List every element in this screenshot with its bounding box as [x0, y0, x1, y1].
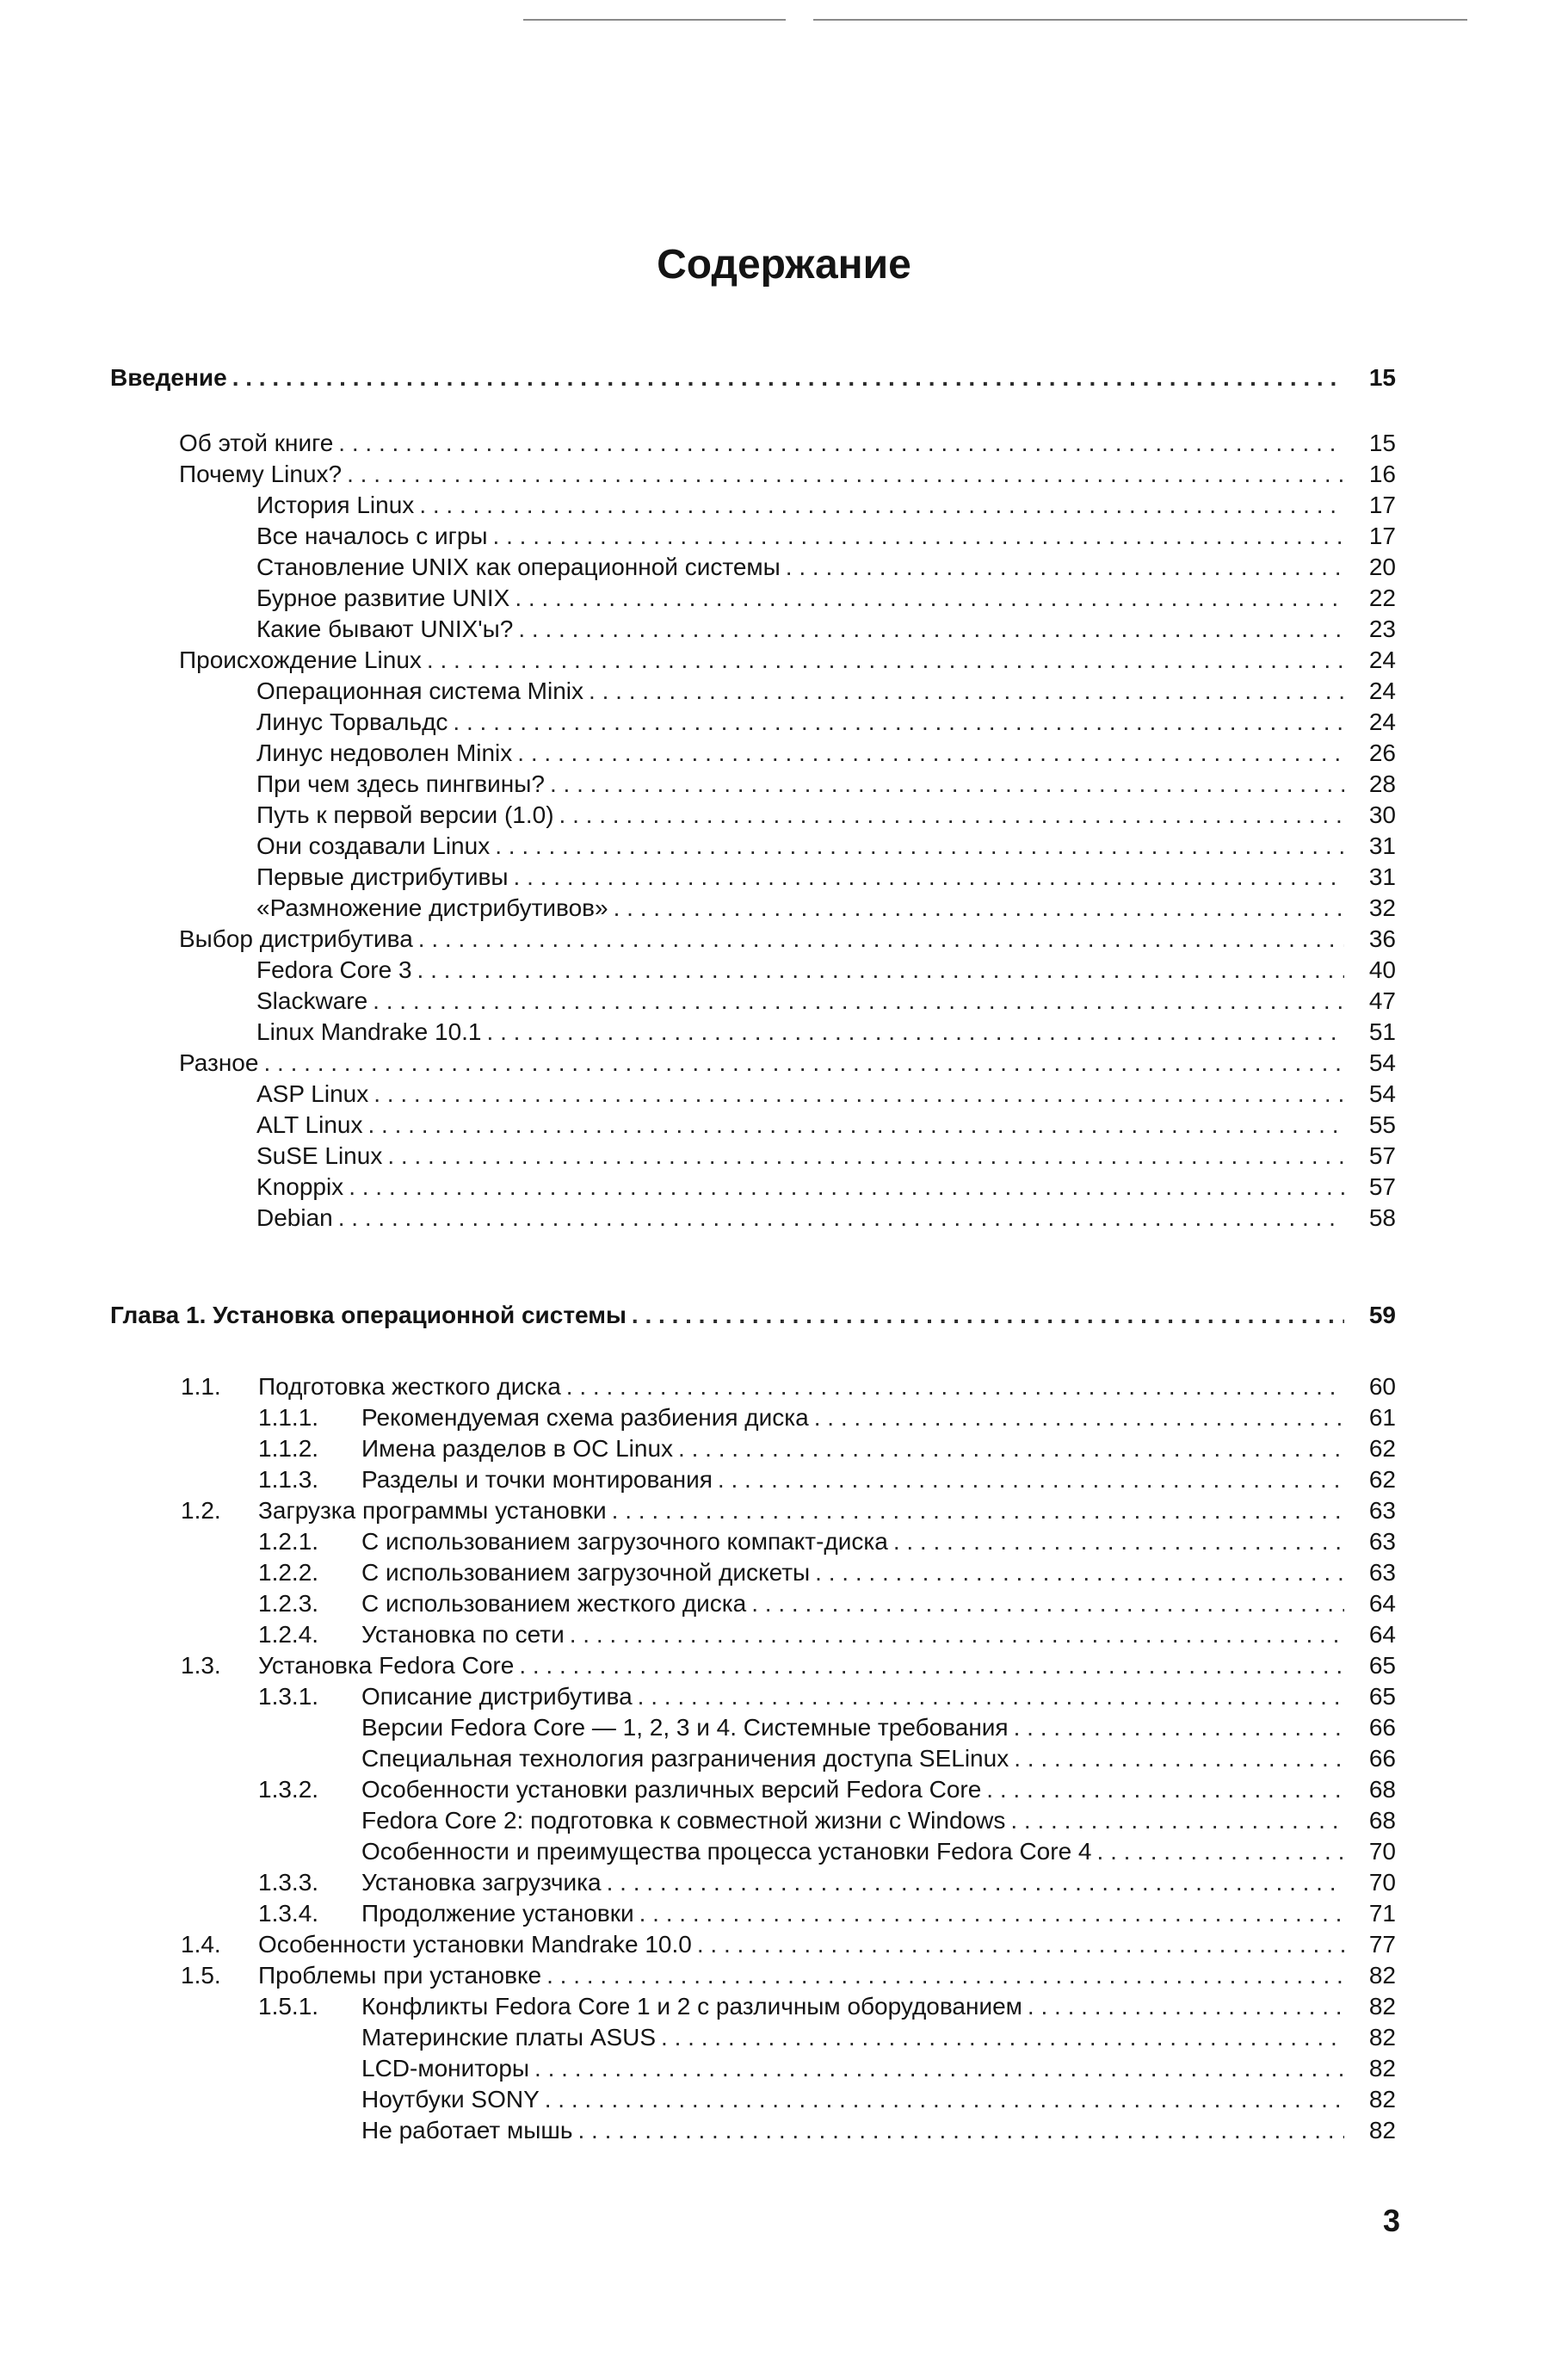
toc-entry: [0, 1712, 1568, 1743]
toc-entry-title: Глава 1. Установка операционной системы: [110, 1302, 627, 1328]
toc-entry-title: Разделы и точки монтирования: [361, 1466, 713, 1493]
toc-entry: [0, 1588, 1568, 1619]
toc-leader-dots: [519, 1650, 1344, 1681]
toc-entry-title: Путь к первой версии (1.0): [256, 801, 554, 828]
toc-entry: [0, 2022, 1568, 2053]
toc-entry-page: 31: [1368, 832, 1396, 859]
toc-entry-number: 1.2.3.: [258, 1590, 319, 1617]
toc-entry-title: С использованием загрузочного компакт-диска: [361, 1528, 888, 1555]
toc-entry-title: Все началось с игры: [256, 523, 488, 549]
toc-entry-title: «Размножение дистрибутивов»: [256, 894, 608, 921]
toc-entry: [0, 521, 1568, 552]
toc-entry-title: Slackware: [256, 987, 368, 1014]
toc-entry-title: Linux Mandrake 10.1: [256, 1018, 482, 1045]
toc-entry-page: 16: [1368, 461, 1396, 487]
toc-entry-number: 1.3.4.: [258, 1900, 319, 1927]
toc-entry-page: 60: [1368, 1373, 1396, 1400]
toc-entry-page: 64: [1368, 1590, 1396, 1617]
page-number: 3: [1382, 2203, 1400, 2238]
toc-entry: [0, 583, 1568, 614]
toc-entry-title: Knoppix: [256, 1173, 344, 1200]
toc-entry-title: ASP Linux: [256, 1080, 369, 1107]
toc-entry-title: Линус недоволен Minix: [256, 739, 513, 766]
toc-entry-number: 1.5.: [181, 1962, 221, 1989]
toc-entry: [0, 862, 1568, 893]
toc-entry-page: 31: [1368, 863, 1396, 890]
toc-entry-page: 57: [1368, 1142, 1396, 1169]
toc-entry-title: С использованием жесткого диска: [361, 1590, 747, 1617]
toc-entry-page: 15: [1368, 430, 1396, 456]
toc-entry-page: 54: [1368, 1049, 1396, 1076]
toc-leader-dots: [427, 645, 1344, 676]
toc-entry-number: 1.3.: [181, 1652, 221, 1679]
toc-leader-dots: [338, 428, 1344, 459]
toc-entry: [0, 800, 1568, 831]
toc-leader-dots: [418, 924, 1344, 955]
toc-entry: [0, 1805, 1568, 1836]
toc-entry-title: Имена разделов в ОС Linux: [361, 1435, 674, 1462]
toc-entry-title: Особенности и преимущества процесса установки Fedora Core 4: [361, 1838, 1092, 1865]
toc-entry-title: Установка Fedora Core: [258, 1652, 515, 1679]
toc-entry: [0, 1650, 1568, 1681]
toc-leader-dots: [893, 1526, 1344, 1557]
toc-entry-page: 82: [1368, 2117, 1396, 2144]
toc-entry: [0, 707, 1568, 738]
toc-entry-page: 23: [1368, 616, 1396, 642]
toc-entry-title: Выбор дистрибутива: [179, 925, 413, 952]
toc-entry-title: Ноутбуки SONY: [361, 2086, 540, 2113]
toc-entry: [0, 1203, 1568, 1234]
toc-leader-dots: [1097, 1836, 1344, 1867]
toc-entry-title: При чем здесь пингвины?: [256, 770, 545, 797]
toc-leader-dots: [263, 1048, 1344, 1079]
toc-entry-page: 63: [1368, 1528, 1396, 1555]
toc-entry-page: 66: [1368, 1714, 1396, 1741]
toc-entry: [0, 1836, 1568, 1867]
toc-entry: [0, 2115, 1568, 2146]
toc-leader-dots: [545, 2084, 1344, 2115]
toc-entry-page: 55: [1368, 1111, 1396, 1138]
toc-leader-dots: [1014, 1712, 1344, 1743]
toc-leader-dots: [493, 521, 1344, 552]
toc-entry-number: 1.1.1.: [258, 1404, 319, 1431]
toc-entry-title: Специальная технология разграничения доступа SELinux: [361, 1745, 1009, 1772]
toc-entry-page: 51: [1368, 1018, 1396, 1045]
toc-entry-page: 63: [1368, 1559, 1396, 1586]
toc-entry: [0, 1172, 1568, 1203]
toc-leader-dots: [349, 1172, 1344, 1203]
toc-entry-number: 1.2.: [181, 1497, 221, 1524]
toc-entry-title: Версии Fedora Core — 1, 2, 3 и 4. Системные требования: [361, 1714, 1009, 1741]
toc-entry-title: Материнские платы ASUS: [361, 2024, 657, 2051]
page-title: Содержание: [657, 242, 911, 288]
toc-entry: [0, 614, 1568, 645]
top-rule-left: [523, 19, 786, 21]
toc-leader-dots: [338, 1203, 1344, 1234]
toc-leader-dots: [367, 1110, 1344, 1141]
toc-entry-page: 82: [1368, 2055, 1396, 2082]
toc-entry-title: Разное: [179, 1049, 259, 1076]
toc-entry-title: Продолжение установки: [361, 1900, 634, 1927]
toc-entry: [0, 1079, 1568, 1110]
toc-entry-title: Первые дистрибутивы: [256, 863, 509, 890]
toc-leader-dots: [373, 1079, 1344, 1110]
toc-entry: [0, 676, 1568, 707]
toc-leader-dots: [419, 490, 1344, 521]
toc-entry-page: 24: [1368, 708, 1396, 735]
toc-entry-page: 36: [1368, 925, 1396, 952]
toc-entry-page: 24: [1368, 677, 1396, 704]
toc-leader-dots: [678, 1433, 1344, 1464]
toc-entry-number: 1.4.: [181, 1931, 221, 1958]
toc-entry-number: 1.5.1.: [258, 1993, 319, 2020]
toc-entry: [0, 1991, 1568, 2022]
toc-entry-title: Бурное развитие UNIX: [256, 585, 510, 611]
toc-entry-page: 71: [1368, 1900, 1396, 1927]
toc-entry-title: Рекомендуемая схема разбиения диска: [361, 1404, 809, 1431]
toc-entry-title: С использованием загрузочной дискеты: [361, 1559, 811, 1586]
toc-entry: [0, 552, 1568, 583]
toc-entry-page: 28: [1368, 770, 1396, 797]
toc-leader-dots: [815, 1557, 1344, 1588]
toc-leader-dots: [570, 1619, 1344, 1650]
toc-leader-dots: [751, 1588, 1344, 1619]
toc-leader-dots: [534, 2053, 1344, 2084]
toc-entry-number: 1.1.3.: [258, 1466, 319, 1493]
toc-leader-dots: [515, 583, 1344, 614]
toc-entry-number: 1.2.2.: [258, 1559, 319, 1586]
toc-entry: [0, 645, 1568, 676]
toc-entry-title: Почему Linux?: [179, 461, 343, 487]
toc-entry-title: Какие бывают UNIX'ы?: [256, 616, 514, 642]
toc-leader-dots: [986, 1774, 1344, 1805]
toc-leader-dots: [718, 1464, 1344, 1495]
toc-entry: [0, 1526, 1568, 1557]
toc-leader-dots: [559, 800, 1344, 831]
toc-entry-page: 82: [1368, 2024, 1396, 2051]
toc-entry: [0, 831, 1568, 862]
toc-leader-dots: [661, 2022, 1344, 2053]
toc-entry: [0, 955, 1568, 986]
toc-entry-page: 58: [1368, 1204, 1396, 1231]
toc-leader-dots: [417, 955, 1344, 986]
toc-entry: [0, 1110, 1568, 1141]
toc-leader-dots: [517, 738, 1344, 769]
toc-entry-title: LCD-мониторы: [361, 2055, 530, 2082]
toc-entry-title: Особенности установки Mandrake 10.0: [258, 1931, 692, 1958]
toc-leader-dots: [632, 1300, 1344, 1331]
toc-leader-dots: [614, 893, 1344, 924]
toc-leader-dots: [495, 831, 1344, 862]
toc-entry-page: 64: [1368, 1621, 1396, 1648]
toc-leader-dots: [514, 862, 1344, 893]
toc-entry-page: 70: [1368, 1869, 1396, 1896]
toc-entry: [0, 1557, 1568, 1588]
toc-entry: [0, 1433, 1568, 1464]
toc-entry-title: Становление UNIX как операционной системы: [256, 554, 781, 580]
toc-entry-number: 1.3.2.: [258, 1776, 319, 1803]
toc-entry-page: 82: [1368, 1993, 1396, 2020]
toc-entry-title: Подготовка жесткого диска: [258, 1373, 561, 1400]
toc-entry-title: ALT Linux: [256, 1111, 363, 1138]
toc-entry: [0, 1017, 1568, 1048]
toc-entry: [0, 738, 1568, 769]
toc-entry-page: 17: [1368, 523, 1396, 549]
toc-entry-title: Не работает мышь: [361, 2117, 573, 2144]
toc-entry: [0, 1619, 1568, 1650]
toc-entry-number: 1.1.: [181, 1373, 221, 1400]
toc-entry-page: 57: [1368, 1173, 1396, 1200]
toc-entry-page: 77: [1368, 1931, 1396, 1958]
toc-entry-title: Операционная система Minix: [256, 677, 584, 704]
toc-entry-page: 68: [1368, 1807, 1396, 1834]
toc-entry-number: 1.1.2.: [258, 1435, 319, 1462]
toc-leader-dots: [566, 1371, 1344, 1402]
toc-entry: [0, 769, 1568, 800]
toc-entry-page: 62: [1368, 1435, 1396, 1462]
toc-entry-page: 63: [1368, 1497, 1396, 1524]
toc-entry: [0, 1960, 1568, 1991]
toc-entry-page: 32: [1368, 894, 1396, 921]
toc-entry-number: 1.2.4.: [258, 1621, 319, 1648]
toc-entry-page: 54: [1368, 1080, 1396, 1107]
toc-entry: [0, 986, 1568, 1017]
toc-leader-dots: [589, 676, 1344, 707]
toc-entry: [0, 1743, 1568, 1774]
toc-entry-page: 47: [1368, 987, 1396, 1014]
toc-entry-title: Установка загрузчика: [361, 1869, 602, 1896]
toc-entry: [0, 1898, 1568, 1929]
toc-entry: [0, 1681, 1568, 1712]
toc-entry: [0, 1048, 1568, 1079]
toc-leader-dots: [612, 1495, 1344, 1526]
toc-entry-title: Об этой книге: [179, 430, 334, 456]
toc-entry-page: 68: [1368, 1776, 1396, 1803]
toc-entry: [0, 1141, 1568, 1172]
toc-entry-number: 1.3.3.: [258, 1869, 319, 1896]
toc-entry: [0, 428, 1568, 459]
toc-entry-title: SuSE Linux: [256, 1142, 383, 1169]
toc-entry-page: 61: [1368, 1404, 1396, 1431]
toc-entry: [0, 490, 1568, 521]
toc-entry-title: Установка по сети: [361, 1621, 565, 1648]
toc-leader-dots: [607, 1867, 1344, 1898]
toc-entry-page: 30: [1368, 801, 1396, 828]
toc-entry-page: 82: [1368, 1962, 1396, 1989]
toc-entry-title: Происхождение Linux: [179, 646, 422, 673]
toc-entry-title: Debian: [256, 1204, 333, 1231]
toc-leader-dots: [814, 1402, 1344, 1433]
toc-entry: [0, 1464, 1568, 1495]
toc-entry-number: 1.3.1.: [258, 1683, 319, 1710]
toc-entry: [0, 1774, 1568, 1805]
toc-entry: [0, 1371, 1568, 1402]
toc-leader-dots: [639, 1898, 1344, 1929]
toc-entry: [0, 924, 1568, 955]
toc-leader-dots: [1028, 1991, 1344, 2022]
toc-entry-title: Проблемы при установке: [258, 1962, 542, 1989]
toc-entry-title: Описание дистрибутива: [361, 1683, 633, 1710]
toc-leader-dots: [786, 552, 1344, 583]
toc-entry-page: 17: [1368, 492, 1396, 518]
toc-entry: [0, 1495, 1568, 1526]
toc-entry: [0, 2053, 1568, 2084]
toc-leader-dots: [453, 707, 1344, 738]
toc-leader-dots: [347, 459, 1344, 490]
toc-entry-title: Особенности установки различных версий Fedora Core: [361, 1776, 982, 1803]
toc-entry-page: 65: [1368, 1652, 1396, 1679]
toc-entry-page: 66: [1368, 1745, 1396, 1772]
toc-leader-dots: [546, 1960, 1344, 1991]
toc-entry: [0, 1867, 1568, 1898]
toc-entry-page: 26: [1368, 739, 1396, 766]
toc-leader-dots: [638, 1681, 1344, 1712]
toc-entry-page: 65: [1368, 1683, 1396, 1710]
toc-entry: [0, 1300, 1568, 1331]
toc-entry: [0, 2084, 1568, 2115]
toc-entry-page: 24: [1368, 646, 1396, 673]
toc-leader-dots: [577, 2115, 1344, 2146]
toc-leader-dots: [387, 1141, 1344, 1172]
toc-leader-dots: [373, 986, 1344, 1017]
toc-entry-page: 62: [1368, 1466, 1396, 1493]
toc-leader-dots: [518, 614, 1344, 645]
toc-entry-title: Введение: [110, 364, 227, 391]
top-rule-right: [813, 19, 1467, 21]
toc-entry: [0, 362, 1568, 393]
toc-entry-title: Fedora Core 2: подготовка к совместной жизни с Windows: [361, 1807, 1006, 1834]
toc-leader-dots: [1014, 1743, 1344, 1774]
toc-entry: [0, 459, 1568, 490]
toc-entry-number: 1.2.1.: [258, 1528, 319, 1555]
toc-entry-title: Линус Торвальдс: [256, 708, 448, 735]
toc-leader-dots: [550, 769, 1344, 800]
toc-leader-dots: [1010, 1805, 1344, 1836]
toc-entry-title: Fedora Core 3: [256, 956, 412, 983]
toc-entry-page: 40: [1368, 956, 1396, 983]
toc-entry-page: 70: [1368, 1838, 1396, 1865]
toc-entry: [0, 1929, 1568, 1960]
toc-entry-title: Загрузка программы установки: [258, 1497, 607, 1524]
toc-entry-page: 15: [1368, 364, 1396, 391]
toc-entry-title: Они создавали Linux: [256, 832, 491, 859]
toc-entry-title: Конфликты Fedora Core 1 и 2 с различным оборудованием: [361, 1993, 1022, 2020]
toc-entry-page: 82: [1368, 2086, 1396, 2113]
toc-leader-dots: [487, 1017, 1344, 1048]
toc-entry-page: 59: [1368, 1302, 1396, 1328]
toc-entry-page: 22: [1368, 585, 1396, 611]
toc-entry-title: История Linux: [256, 492, 415, 518]
toc-entry: [0, 1402, 1568, 1433]
toc-entry-page: 20: [1368, 554, 1396, 580]
toc-leader-dots: [232, 362, 1344, 393]
toc-leader-dots: [697, 1929, 1344, 1960]
toc-entry: [0, 893, 1568, 924]
